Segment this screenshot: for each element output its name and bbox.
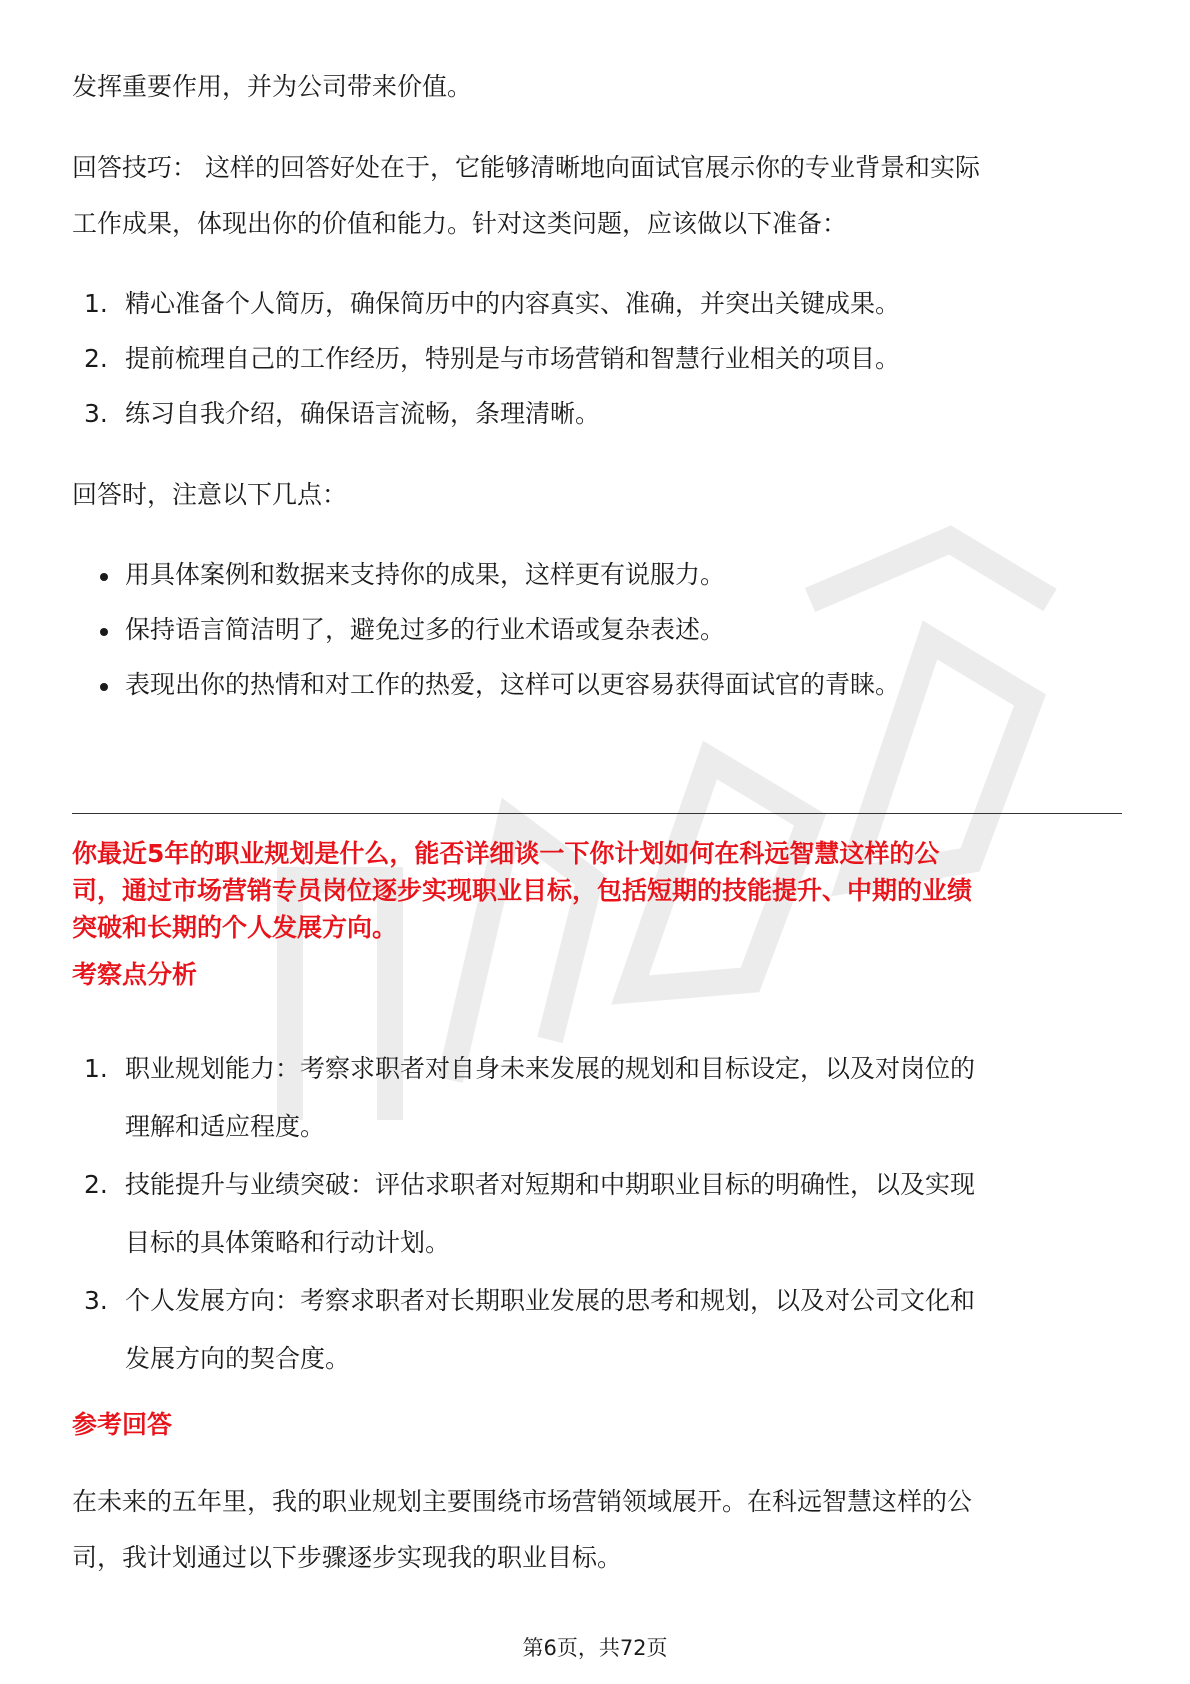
page-number: 第6页，共72页 — [522, 1636, 668, 1660]
bullet-text: 用具体案例和数据来支持你的成果，这样更有说服力。 — [125, 560, 726, 589]
bullet-icon — [100, 683, 108, 691]
list-number: 1. — [84, 289, 108, 318]
analysis-line: 理解和适应程度。 — [125, 1112, 326, 1141]
analysis-line: 目标的具体策略和行动计划。 — [125, 1228, 451, 1257]
list-text: 练习自我介绍，确保语言流畅，条理清晰。 — [125, 399, 601, 428]
analysis-line: 技能提升与业绩突破：评估求职者对短期和中期职业目标的明确性，以及实现 — [125, 1170, 976, 1199]
question-line: 你最近5年的职业规划是什么，能否详细谈一下你计划如何在科远智慧这样的公 — [72, 839, 940, 868]
bullet-text: 保持语言简洁明了，避免过多的行业术语或复杂表述。 — [125, 615, 726, 644]
analysis-text — [125, 1272, 1125, 1388]
analysis-line: 个人发展方向：考察求职者对长期职业发展的思考和规划，以及对公司文化和 — [125, 1286, 976, 1315]
tips-line-1: 回答技巧： 这样的回答好处在于，它能够清晰地向面试官展示你的专业背景和实际 — [72, 153, 980, 182]
list-text: 提前梳理自己的工作经历，特别是与市场营销和智慧行业相关的项目。 — [125, 344, 901, 373]
analysis-text — [125, 1040, 1125, 1156]
question-heading — [72, 835, 1122, 946]
reference-line-1: 在未来的五年里，我的职业规划主要围绕市场营销领域展开。在科远智慧这样的公 — [72, 1487, 973, 1516]
bullet-icon — [100, 628, 108, 636]
intro-line: 发挥重要作用，并为公司带来价值。 — [72, 72, 473, 101]
tips-line-2: 工作成果，体现出你的价值和能力。针对这类问题，应该做以下准备： — [72, 209, 848, 238]
bullet-text: 表现出你的热情和对工作的热爱，这样可以更容易获得面试官的青睐。 — [125, 670, 901, 699]
list-number: 3. — [84, 399, 108, 428]
list-number: 3. — [84, 1286, 108, 1315]
attention-title: 回答时，注意以下几点： — [72, 480, 348, 509]
reference-line-2: 司，我计划通过以下步骤逐步实现我的职业目标。 — [72, 1543, 623, 1572]
analysis-line: 发展方向的契合度。 — [125, 1344, 351, 1373]
analysis-text — [125, 1156, 1125, 1272]
list-number: 2. — [84, 1170, 108, 1199]
list-number: 2. — [84, 344, 108, 373]
analysis-title: 考察点分析 — [72, 960, 198, 989]
reference-title: 参考回答 — [72, 1410, 173, 1439]
list-text: 精心准备个人简历，确保简历中的内容真实、准确，并突出关键成果。 — [125, 289, 901, 318]
bullet-icon — [100, 573, 108, 581]
section-divider — [72, 813, 1122, 814]
analysis-line: 职业规划能力：考察求职者对自身未来发展的规划和目标设定，以及对岗位的 — [125, 1054, 976, 1083]
question-line: 司，通过市场营销专员岗位逐步实现职业目标，包括短期的技能提升、中期的业绩 — [72, 876, 973, 905]
list-number: 1. — [84, 1054, 108, 1083]
question-line: 突破和长期的个人发展方向。 — [72, 913, 398, 942]
